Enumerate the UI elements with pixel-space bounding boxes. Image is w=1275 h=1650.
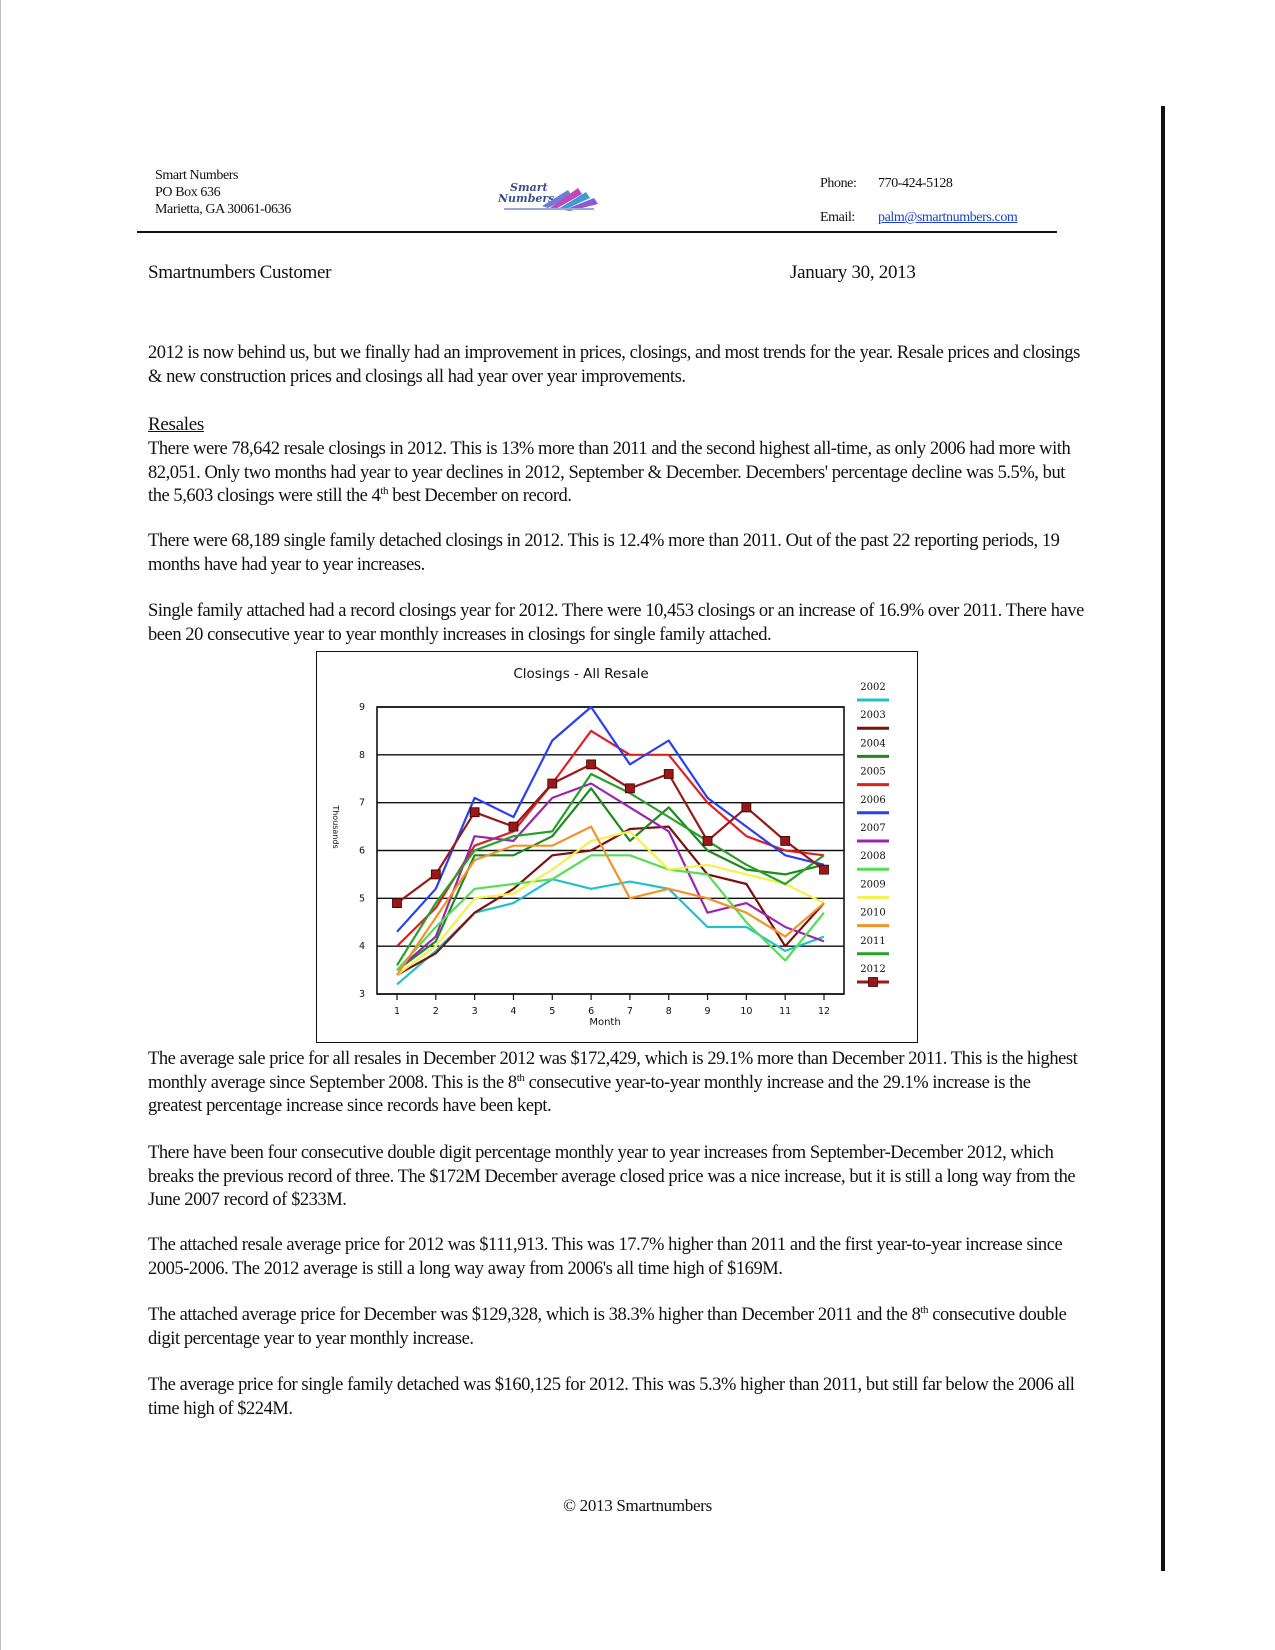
letterhead-contact — [820, 167, 1017, 235]
x-tick-label-2: 2 — [432, 1006, 439, 1017]
data-point-2012-1 — [393, 899, 402, 908]
letterhead-divider — [137, 231, 1057, 233]
legend-label-2004: 2004 — [860, 738, 886, 750]
legend-label-2002: 2002 — [860, 682, 886, 693]
data-point-2012-7 — [625, 784, 634, 793]
chart-title: Closings - All Resale — [513, 666, 649, 682]
x-tick-label-7: 7 — [626, 1006, 633, 1017]
x-tick-label-5: 5 — [549, 1006, 556, 1017]
legend-label-2005: 2005 — [860, 766, 886, 778]
x-tick-label-8: 8 — [665, 1006, 672, 1017]
intro-paragraph: 2012 is now behind us, but we finally had an improvement in prices, closings, and most trends for the year. Resale prices and closings & new construction prices and closings all had year over year improvements. — [148, 343, 1080, 387]
page-left-edge — [0, 0, 1, 1650]
smart-numbers-logo — [498, 178, 608, 218]
legend-label-2012: 2012 — [860, 964, 886, 975]
phone-row — [820, 167, 1017, 201]
legend-label-2008: 2008 — [860, 851, 886, 863]
x-tick-label-12: 12 — [817, 1006, 831, 1017]
y-tick-label-7: 7 — [358, 797, 365, 809]
p1-text-a: There were 78,642 resale closings in 2012. This is 13% more than 2011 and the second highest all-time, as only 2006 had more with 82,051. Only two months had year to year declines in 2012, September & December. Decembers' percentage decline was 5.5%, but the 5,603 closings were still the 4 — [148, 439, 1071, 506]
resales-heading: Resales — [148, 414, 204, 435]
data-point-2012-6 — [587, 760, 596, 769]
p1-ordinal: th — [380, 484, 389, 497]
letter-date: January 30, 2013 — [790, 262, 916, 283]
chart-x-axis-label: Month — [589, 1017, 621, 1028]
x-tick-label-1: 1 — [393, 1006, 401, 1017]
legend-label-2009: 2009 — [860, 879, 886, 891]
email-link[interactable]: palm@smartnumbers.com — [878, 210, 1018, 225]
y-tick-label-8: 8 — [358, 749, 365, 761]
resales-paragraph-3: Single family attached had a record closings year for 2012. There were 10,453 closings or an increase of 16.9% over 2011. There have been 20 consecutive year to year monthly increases in closings for single family attached. — [148, 601, 1084, 645]
data-point-2012-3 — [470, 808, 479, 817]
x-tick-label-10: 10 — [740, 1006, 753, 1017]
data-point-2012-9 — [703, 836, 712, 845]
closings-chart — [316, 651, 918, 1043]
logo-text-smart: Smart — [510, 181, 548, 194]
p7-text-b: consecutive double digit percentage year to year monthly increase. — [148, 1305, 1067, 1349]
data-point-2012-8 — [664, 769, 673, 778]
legend-label-2006: 2006 — [860, 794, 886, 806]
page-right-border — [1161, 106, 1165, 1571]
legend-label-2003: 2003 — [860, 710, 886, 722]
salutation: Smartnumbers Customer — [148, 262, 332, 283]
price-paragraph-5: The average price for single family detached was $160,125 for 2012. This was 5.3% higher than 2011, but still far below the 2006 all time high of $224M. — [148, 1375, 1075, 1419]
series-line-2012 — [397, 764, 824, 903]
closings-chart-svg — [317, 652, 917, 1042]
footer-copyright: © 2013 Smartnumbers — [563, 1496, 712, 1515]
p4-ordinal: th — [516, 1071, 525, 1084]
address-line-3: Marietta, GA 30061-0636 — [155, 202, 291, 217]
x-tick-label-3: 3 — [471, 1006, 478, 1017]
price-paragraph-3: The attached resale average price for 2012 was $111,913. This was 17.7% higher than 2011 and the first year-to-year increase since 2005-2006. The 2012 average is still a long way away from 2006's all time high of $169M. — [148, 1235, 1063, 1279]
p7-ordinal: th — [920, 1303, 929, 1316]
data-point-2012-5 — [548, 779, 557, 788]
logo-text-numbers: Numbers — [498, 192, 555, 205]
resales-paragraph-1 — [148, 438, 1088, 509]
y-tick-label-9: 9 — [358, 702, 365, 713]
data-point-2012-11 — [781, 836, 790, 845]
y-tick-label-6: 6 — [358, 845, 365, 857]
data-point-2012-4 — [509, 822, 518, 831]
data-point-2012-12 — [820, 865, 829, 874]
address-line-2: PO Box 636 — [155, 185, 221, 200]
x-tick-label-6: 6 — [588, 1006, 595, 1017]
phone-label: Phone: — [820, 176, 857, 191]
x-tick-label-4: 4 — [510, 1006, 517, 1017]
y-tick-label-4: 4 — [358, 941, 365, 953]
email-row — [820, 201, 1017, 235]
legend-label-2010: 2010 — [860, 907, 886, 919]
p1-text-b: best December on record. — [388, 486, 572, 506]
legend-marker-2012 — [869, 978, 878, 987]
price-paragraph-1 — [148, 1048, 1088, 1119]
y-tick-label-3: 3 — [358, 989, 365, 1000]
x-tick-label-11: 11 — [779, 1006, 792, 1017]
price-paragraph-4 — [148, 1304, 1088, 1351]
data-point-2012-2 — [431, 870, 440, 879]
data-point-2012-10 — [742, 803, 751, 812]
chart-y-axis-label: Thousands — [331, 805, 340, 849]
address-line-1: Smart Numbers — [155, 168, 239, 183]
p4-text-b: consecutive year-to-year monthly increase and the 29.1% increase is the greatest percentage increase since records have been kept. — [148, 1072, 1031, 1116]
p4-text-a: The average sale price for all resales in December 2012 was $172,429, which is 29.1% more than December 2011. This is the highest monthly average since September 2008. This is the 8 — [148, 1049, 1078, 1093]
x-tick-label-9: 9 — [704, 1006, 711, 1017]
series-line-2002 — [397, 879, 824, 984]
resales-paragraph-2: There were 68,189 single family detached closings in 2012. This is 12.4% more than 2011. Out of the past 22 reporting periods, 19 months have had year to year increases. — [148, 531, 1060, 575]
legend-label-2011: 2011 — [860, 935, 886, 947]
letterhead-address — [155, 167, 291, 218]
legend-label-2007: 2007 — [860, 823, 886, 834]
email-label: Email: — [820, 210, 855, 225]
phone-number: 770-424-5128 — [878, 176, 953, 191]
price-paragraph-2: There have been four consecutive double digit percentage monthly year to year increases from September-December 2012, which breaks the previous record of three. The $172M December average closed price was a nice increase, but it is still a long way from the June 2007 record of $233M. — [148, 1143, 1076, 1210]
p7-text-a: The attached average price for December was $129,328, which is 38.3% higher than December 2011 and the 8 — [148, 1305, 921, 1325]
y-tick-label-5: 5 — [358, 893, 365, 905]
